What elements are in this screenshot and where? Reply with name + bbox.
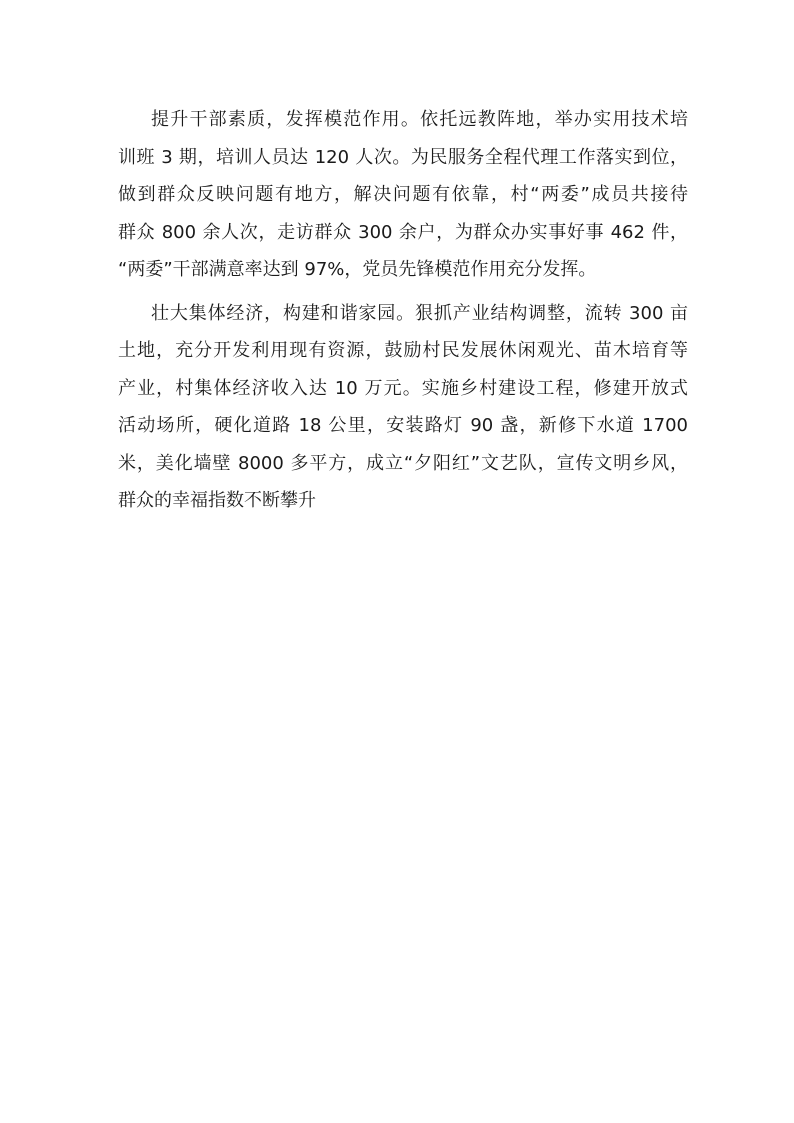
document-body	[118, 101, 688, 520]
paragraph-line: 群众的幸福指数不断攀升	[118, 490, 316, 511]
paragraph-line: 产业，村集体经济收入达 10 万元。实施乡村建设工程，修建开放式	[118, 377, 688, 399]
paragraph-line: 训班 3 期，培训人员达 120 人次。为民服务全程代理工作落实到位，	[118, 146, 688, 168]
paragraph-line: 提升干部素质，发挥模范作用。依托远教阵地，举办实用技术培	[151, 109, 688, 130]
paragraph-line: 土地，充分开发利用现有资源，鼓励村民发展休闲观光、苗木培育等	[118, 340, 688, 361]
paragraph-line: 群众 800 余人次，走访群众 300 余户，为群众办实事好事 462 件，	[118, 221, 688, 243]
paragraph-cadre-quality	[118, 101, 688, 289]
paragraph-line: 做到群众反映问题有地方，解决问题有依靠，村“两委”成员共接待	[118, 184, 688, 205]
paragraph-line: 壮大集体经济，构建和谐家园。狠抓产业结构调整，流转 300 亩	[151, 302, 688, 324]
paragraph-line: 活动场所，硬化道路 18 公里，安装路灯 90 盏，新修下水道 1700	[118, 415, 688, 436]
paragraph-line: “两委”干部满意率达到 97%，党员先锋模范作用充分发挥。	[118, 259, 597, 280]
paragraph-collective-economy	[118, 295, 688, 520]
paragraph-line: 米，美化墙壁 8000 多平方，成立“夕阳红”文艺队，宣传文明乡风，	[118, 452, 688, 474]
